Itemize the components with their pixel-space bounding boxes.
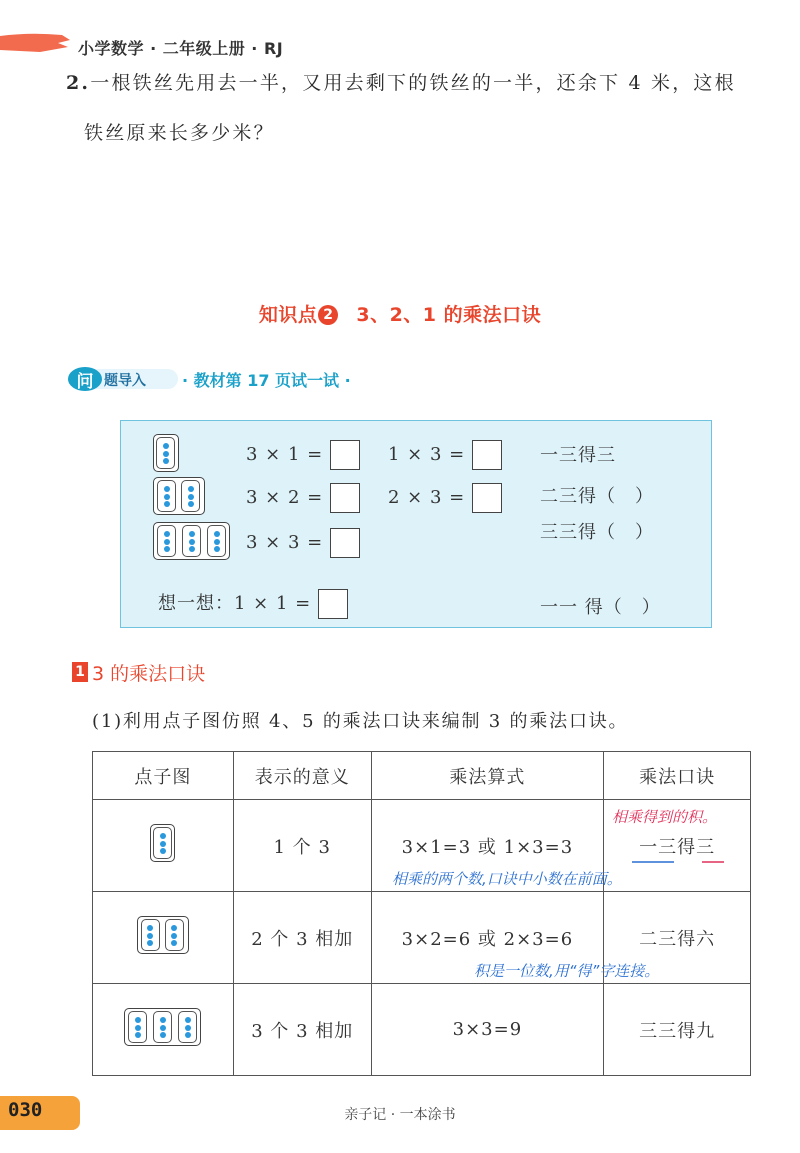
section-title	[0, 300, 800, 327]
header-formula: 乘法算式	[371, 752, 604, 800]
dot-card	[156, 437, 175, 469]
multiplication-table	[92, 751, 751, 1076]
header-title: 小学数学 · 二年级上册 · RJ	[78, 39, 284, 58]
answer-box[interactable]	[330, 528, 360, 558]
intro-reference: · 教材第 17 页试一试 ·	[182, 371, 351, 390]
dot-card	[207, 525, 226, 557]
footer-text: 亲子记 · 一本涂书	[344, 1107, 456, 1123]
rhyme-cell: 三三得九	[604, 984, 751, 1076]
dot-card	[153, 1011, 172, 1043]
rhyme-cell: 二三得六	[604, 892, 751, 984]
formula-cell: 3×3=9	[371, 984, 604, 1076]
intro-badge-char: 问	[76, 372, 94, 392]
header-dot-diagram: 点子图	[93, 752, 234, 800]
dot-card-group-2	[153, 477, 205, 515]
subsection-title: 3 的乘法口诀	[92, 663, 206, 685]
dot-diagram-cell	[93, 800, 234, 892]
dot-card-group-3	[124, 1008, 201, 1046]
meaning-cell: 3 个 3 相加	[233, 984, 371, 1076]
equation-row-4	[388, 440, 502, 470]
header-rhyme: 乘法口诀	[604, 752, 751, 800]
question-line-1	[66, 68, 736, 95]
answer-box[interactable]	[318, 589, 348, 619]
section-number-badge: 2	[318, 305, 338, 325]
section-prefix: 知识点	[258, 304, 318, 326]
dot-card	[153, 827, 172, 859]
dot-card-group-2	[137, 916, 189, 954]
think-label: 想一想：	[158, 593, 234, 614]
eq-1x3: 1 × 3 =	[388, 444, 466, 465]
dot-card	[178, 1011, 197, 1043]
dot-card-group-1	[150, 824, 175, 862]
intro-badge-text: 题导入	[104, 373, 146, 389]
formula-cell: 3×2=6 或 2×3=6	[371, 892, 604, 984]
dot-card	[128, 1011, 147, 1043]
rhyme-1: 一三得三	[540, 445, 616, 466]
answer-box[interactable]	[330, 483, 360, 513]
handwritten-note-blue-2: 积是一位数,用“得”字连接。	[474, 962, 660, 980]
rhyme-4: 一一 得（ ）	[540, 597, 661, 618]
eq-1x1: 1 × 1 =	[234, 593, 312, 614]
section-title-text: 3、2、1 的乘法口诀	[356, 304, 542, 326]
eq-3x1: 3 × 1 =	[246, 444, 324, 465]
meaning-cell: 2 个 3 相加	[233, 892, 371, 984]
dot-card	[141, 919, 160, 951]
rhyme-3: 三三得（ ）	[540, 522, 654, 543]
task-instruction: (1)利用点子图仿照 4、5 的乘法口诀来编制 3 的乘法口诀。	[92, 711, 629, 732]
eq-3x2: 3 × 2 =	[246, 487, 324, 508]
question-text-2: 铁丝原来长多少米？	[84, 122, 275, 144]
underline-marks	[630, 858, 730, 866]
handwritten-note-red: 相乘得到的积。	[612, 808, 718, 826]
meaning-cell: 1 个 3	[233, 800, 371, 892]
equation-row-5	[388, 483, 502, 513]
eq-3x3: 3 × 3 =	[246, 532, 324, 553]
handwritten-note-blue-1: 相乘的两个数,口诀中小数在前面。	[392, 870, 622, 888]
question-text-1: 一根铁丝先用去一半，又用去剩下的铁丝的一半，还余下 4 米，这根	[90, 72, 736, 94]
think-row	[158, 589, 348, 619]
header-meaning: 表示的意义	[233, 752, 371, 800]
equation-row-1	[246, 440, 360, 470]
subsection-number: 1	[72, 662, 88, 682]
formula-cell: 3×1=3 或 1×3=3	[371, 800, 604, 892]
rhyme-cell: 一三得三	[604, 800, 751, 892]
dot-card	[157, 525, 176, 557]
table-header-row	[93, 752, 751, 800]
page-number: 030	[8, 1099, 43, 1121]
equation-row-3	[246, 528, 360, 558]
answer-box[interactable]	[330, 440, 360, 470]
dot-card-group-1	[153, 434, 179, 472]
dot-diagram-cell	[93, 984, 234, 1076]
answer-box[interactable]	[472, 440, 502, 470]
dot-card	[182, 525, 201, 557]
eq-2x3: 2 × 3 =	[388, 487, 466, 508]
dot-card	[165, 919, 184, 951]
dot-card	[181, 480, 200, 512]
equation-row-2	[246, 483, 360, 513]
dot-diagram-cell	[93, 892, 234, 984]
table-row	[93, 984, 751, 1076]
answer-box[interactable]	[472, 483, 502, 513]
rhyme-2: 二三得（ ）	[540, 486, 654, 507]
header-brush-decoration	[0, 32, 70, 54]
question-number: 2.	[66, 72, 91, 94]
dot-card	[157, 480, 176, 512]
dot-card-group-3	[153, 522, 230, 560]
